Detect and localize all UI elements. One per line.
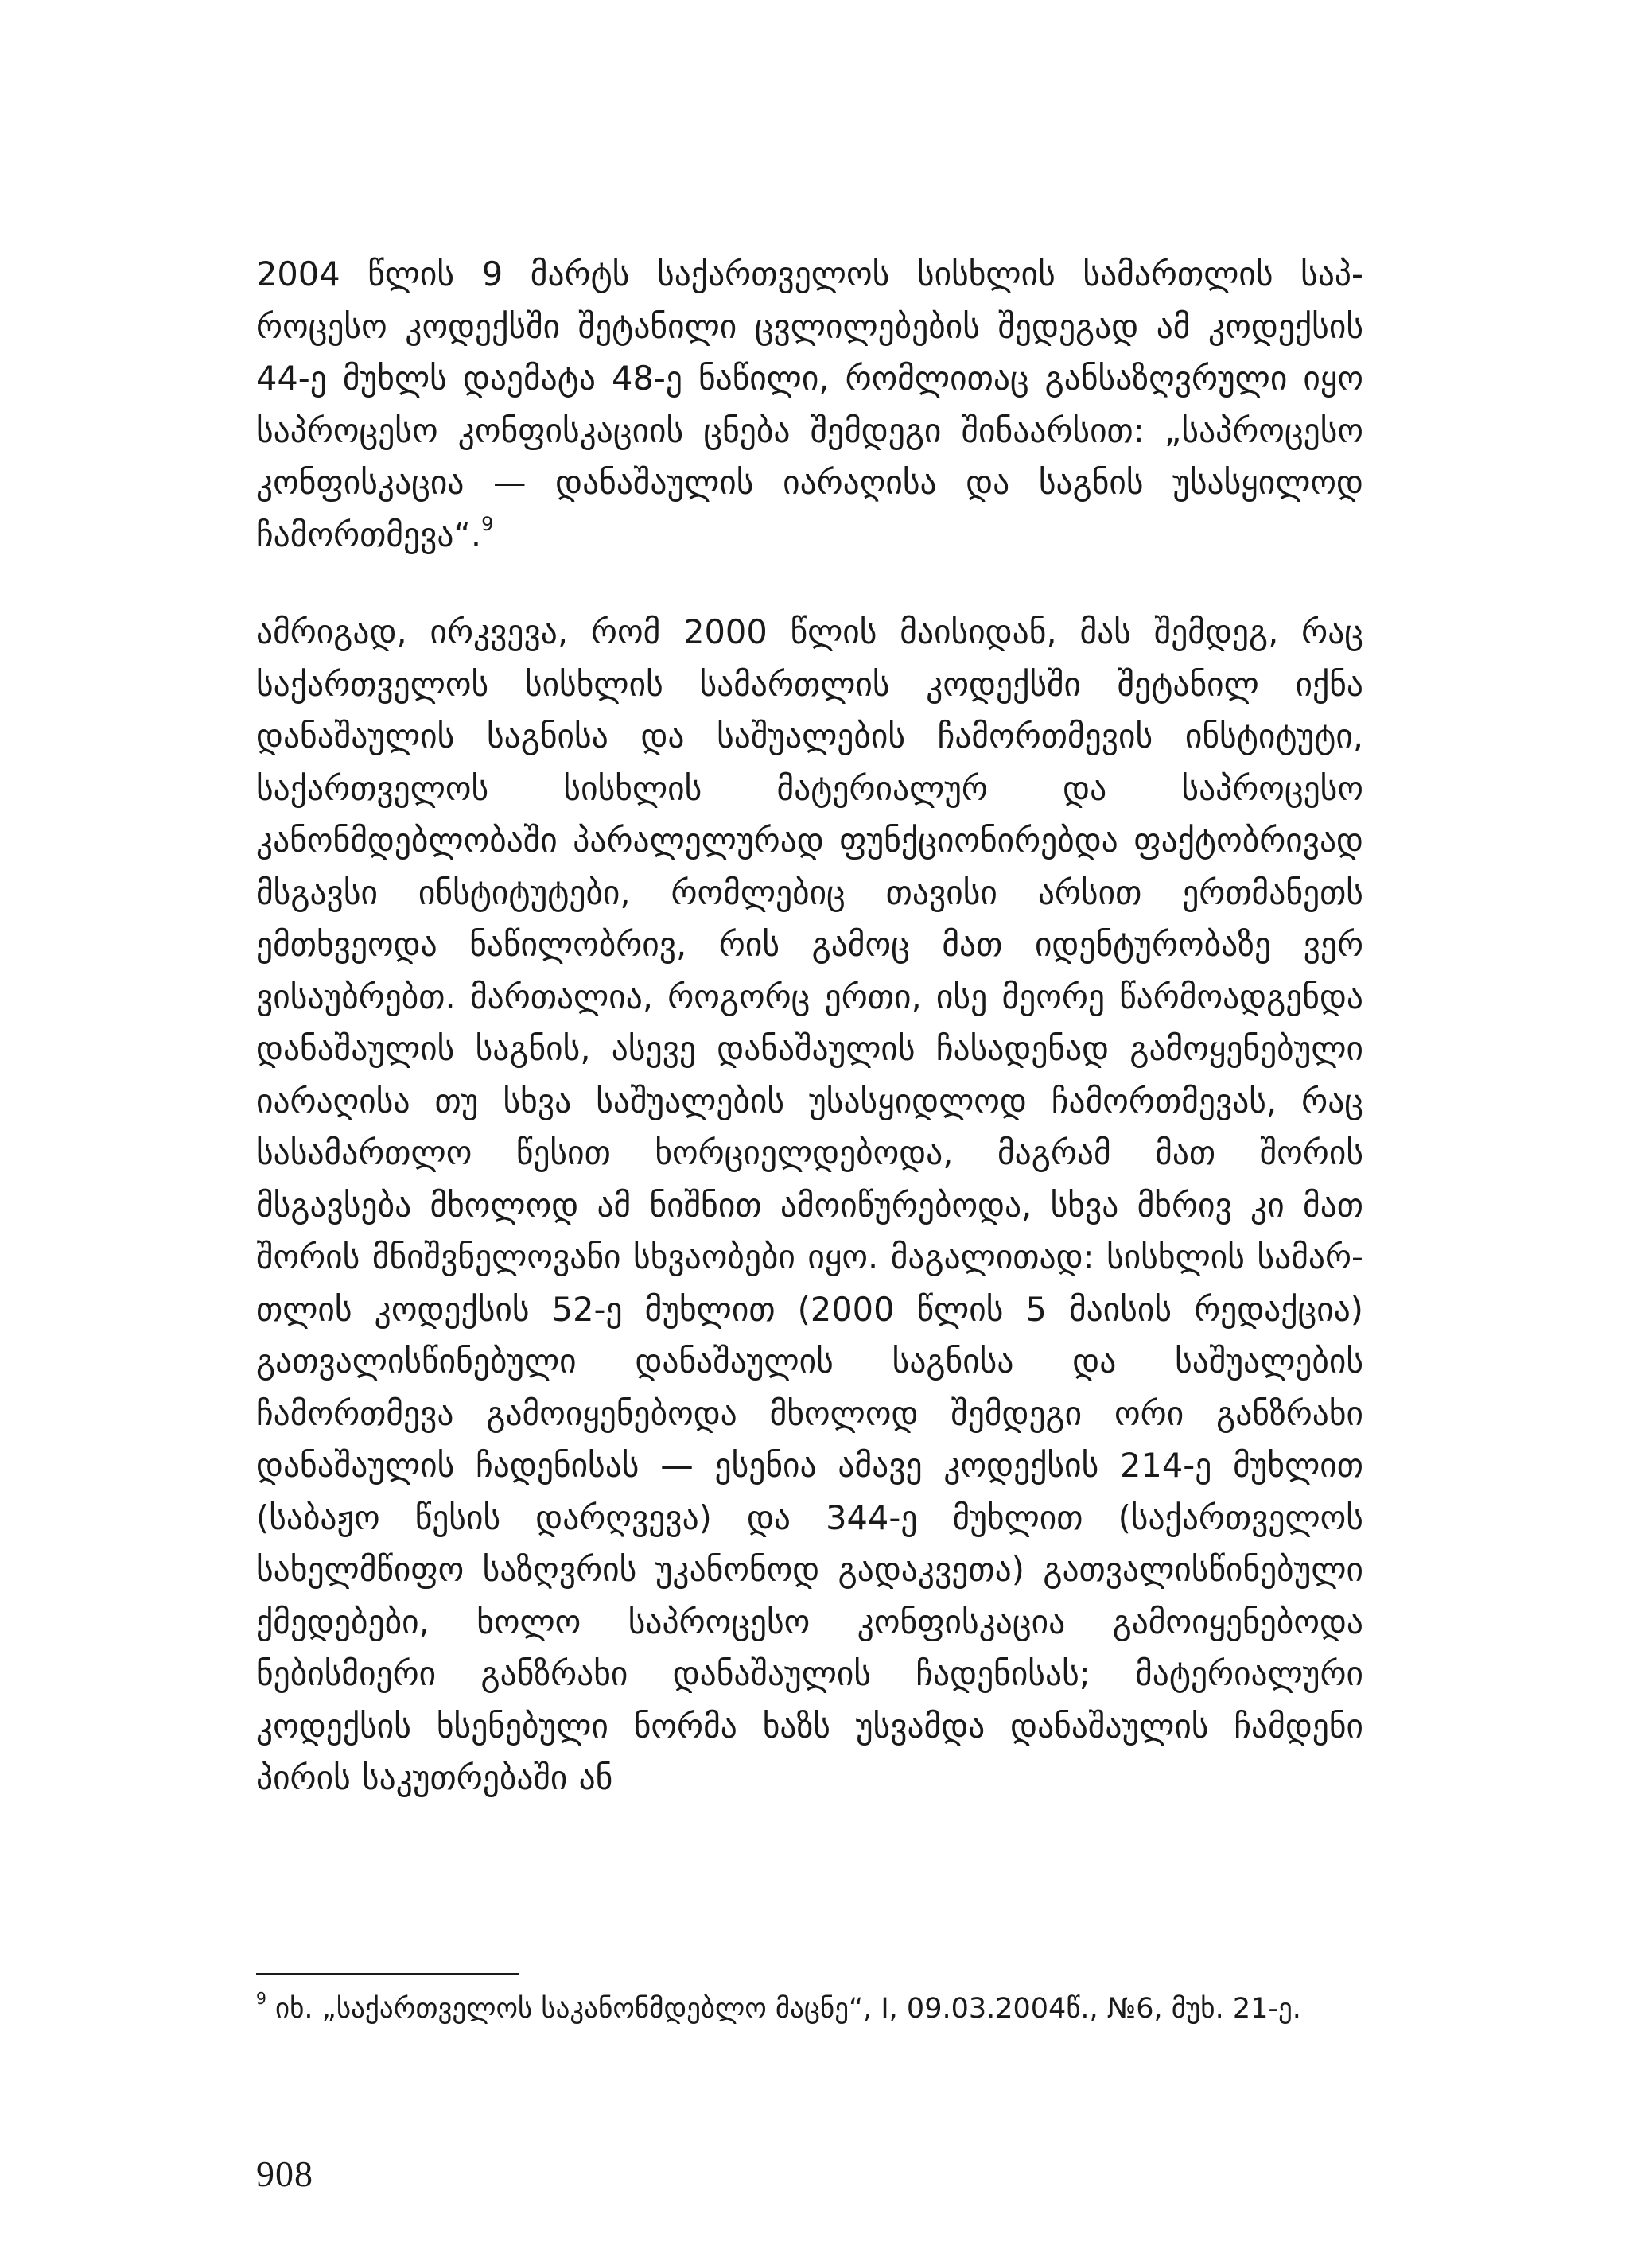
footnote-number: 9 [256,1989,266,2009]
footnote [256,1984,1363,2033]
paragraph-1-text: 2004 წლის 9 მარტს საქართველოს სისხლის სამართლის საპროცესო კოდექსში შეტანილი ცვლილებების შედეგად ამ კოდექსის 44-ე მუხლს დაემატა 48-ე ნაწილი, რომლითაც განსაზღვრული იყო საპროცესო კონფისკაციის ცნება შემდეგი შინაარსით: „საპროცესო კონფისკაცია — დანაშაულის იარაღისა და საგნის უსასყილოდ ჩამორთმევა“. [256,254,1363,554]
footnote-reference[interactable]: 9 [481,512,494,535]
page-number: 908 [256,2153,313,2194]
paragraph-2: ამრიგად, ირკვევა, რომ 2000 წლის მაისიდან, მას შემდეგ, რაც საქართველოს სისხლის სამართლის კოდექსში შეტანილ იქნა დანაშაულის საგნისა და საშუალების ჩამორთმევის ინსტიტუტი, საქართველოს სისხლის მატერიალურ და საპროცესო კანონმდებლობაში პარალელურად ფუნქციონირებდა ფაქტობრივად მსგავსი ინსტიტუტები, რომლებიც თავისი არსით ერთმანეთს ემთხვეოდა ნაწილობრივ, რის გამოც მათ იდენტურობაზე ვერ ვისაუბრებთ. მართალია, როგორც ერთი, ისე მეორე წარმოადგენდა დანაშაულის საგნის, ასევე დანაშაულის ჩასადენად გამოყენებული იარაღისა თუ სხვა საშუალების უსასყიდლოდ ჩამორთმევას, რაც სასამართლო წესით ხორციელდებოდა, მაგრამ მათ შორის მსგავსება მხოლოდ ამ ნიშნით ამოიწურებოდა, სხვა მხრივ კი მათ შორის მნიშვნელოვანი სხვაობები იყო. მაგალითად: სისხლის სამართლის კოდექსის 52-ე მუხლით (2000 წლის 5 მაისის რედაქცია) გათვალისწინებული დანაშაულის საგნისა და საშუალების ჩამორთმევა გამოიყენებოდა მხოლოდ შემდეგი ორი განზრახი დანაშაულის ჩადენისას — ესენია ამავე კოდექსის 214-ე მუხლით (საბაჟო წესის დარღვევა) და 344-ე მუხლით (საქართველოს სახელმწიფო საზღვრის უკანონოდ გადაკვეთა) გათვალისწინებული ქმედებები, ხოლო საპროცესო კონფისკაცია გამოიყენებოდა ნებისმიერი განზრახი დანაშაულის ჩადენისას; მატერიალური კოდექსის ხსენებული ნორმა ხაზს უსვამდა დანაშაულის ჩამდენი პირის საკუთრებაში ან [256,612,1363,1797]
footnote-text: იხ. „საქართველოს საკანონმდებლო მაცნე“, I, 09.03.2004წ., №6, მუხ. 21-ე. [266,1993,1301,2025]
paragraph-1 [256,248,1363,561]
footnote-separator [256,1973,519,1975]
